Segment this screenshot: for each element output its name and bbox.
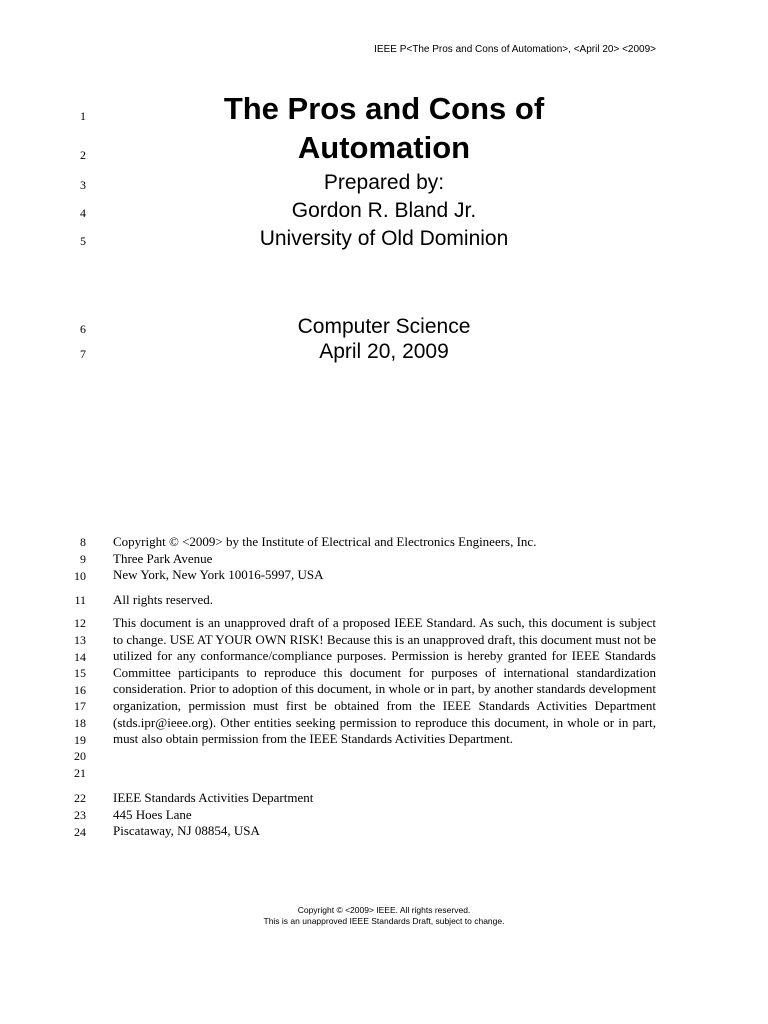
line-number: 18 [74,716,86,730]
line-number: 4 [80,206,86,220]
line-number: 5 [80,234,86,248]
line-number: 9 [80,552,86,566]
line-number: 10 [74,569,86,583]
line-number: 21 [74,766,86,780]
address-city: New York, New York 10016-5997, USA [113,567,324,583]
line-number: 3 [80,178,86,192]
address-street: Three Park Avenue [113,550,213,566]
footer-draft-notice: This is an unapproved IEEE Standards Draft, subject to change. [263,916,505,926]
copyright-line: Copyright © <2009> by the Institute of Electrical and Electronics Engineers, Inc. [113,534,537,549]
rights-reserved: All rights reserved. [113,592,214,607]
line-number: 1 [80,109,86,123]
ieee-street: 445 Hoes Lane [113,806,192,822]
institution-name: University of Old Dominion [259,227,509,250]
document-title-line2: Automation [297,130,471,165]
line-number: 15 [74,666,86,680]
footer-copyright: Copyright © <2009> IEEE. All rights reserved. [297,905,471,915]
ieee-department: IEEE Standards Activities Department [113,790,314,805]
document-date: April 20, 2009 [319,340,449,363]
document-title-line1: The Pros and Cons of [223,91,545,126]
line-number: 14 [74,650,86,664]
prepared-by-label: Prepared by: [323,171,445,194]
line-number: 19 [74,733,86,747]
line-number: 6 [80,322,86,336]
ieee-city: Piscataway, NJ 08854, USA [113,823,260,839]
department-name: Computer Science [297,315,471,338]
line-number: 20 [74,749,86,763]
line-number: 17 [74,699,86,713]
line-number: 8 [80,535,86,549]
ieee-address-block [113,790,656,840]
draft-notice-paragraph: This document is an unapproved draft of a proposed IEEE Standard. As such, this document is subject to change. USE AT YOUR OWN RISK! Because this is an unapproved draft, this document must not be utilized for any conformance/compliance purposes. Permission is hereby granted for IEEE Standards Committee participants to reproduce this document for purposes of international standardization consideration. Prior to adoption of this document, in whole or in part, by another standards development organization, permission must first be obtained from the IEEE Standards Activities Department (stds.ipr@ieee.org). Other entities seeking permission to reproduce this document, in whole or in part, must also obtain permission from the IEEE Standards Activities Department. [113,615,656,747]
author-name: Gordon R. Bland Jr. [291,199,477,222]
line-number: 2 [80,148,86,162]
line-number: 22 [74,791,86,805]
line-number: 16 [74,683,86,697]
line-number: 11 [74,593,86,607]
page-footer [0,905,768,927]
running-header: IEEE P<The Pros and Cons of Automation>, <April 20> <2009> [374,44,656,55]
copyright-block [113,534,656,584]
line-number: 24 [74,825,86,839]
line-number: 7 [80,347,86,361]
line-number: 12 [74,616,86,630]
line-number: 23 [74,808,86,822]
line-number: 13 [74,633,86,647]
